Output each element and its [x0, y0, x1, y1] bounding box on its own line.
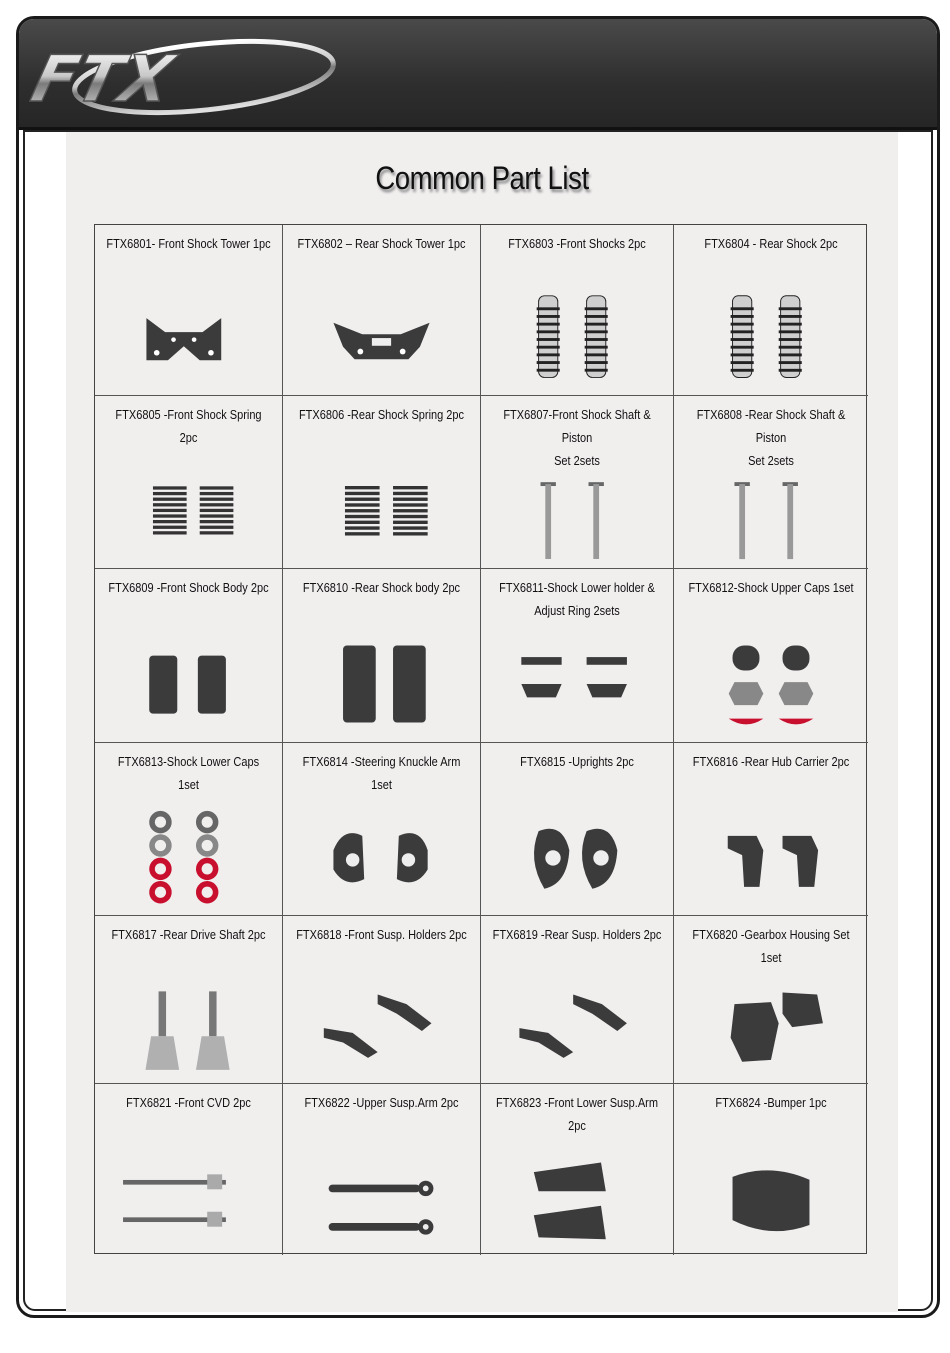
steering-knuckle-icon — [283, 783, 480, 908]
shock-lower-caps-icon — [95, 783, 282, 908]
rear-shock-body-icon — [283, 609, 480, 734]
rear-shocks-icon — [674, 265, 868, 390]
page-frame — [16, 16, 940, 1318]
svg-text:FTX: FTX — [29, 42, 180, 117]
front-cvd-icon — [95, 1124, 282, 1249]
part-cell — [95, 396, 283, 569]
part-cell — [95, 916, 283, 1084]
part-label: FTX6803 -Front Shocks 2pc — [508, 237, 646, 251]
rear-drive-shaft-icon — [95, 956, 282, 1081]
part-label: FTX6810 -Rear Shock body 2pc — [302, 581, 461, 595]
part-cell — [283, 396, 481, 569]
part-label: FTX6812-Shock Upper Caps 1set — [688, 581, 854, 595]
part-label: FTX6818 -Front Susp. Holders 2pc — [296, 928, 467, 942]
front-shocks-icon — [481, 265, 673, 390]
front-shock-shaft-icon — [481, 436, 673, 561]
part-cell — [674, 225, 868, 396]
part-label: FTX6813-Shock Lower Caps 1set — [117, 755, 260, 792]
part-cell — [481, 569, 674, 743]
parts-sheet — [66, 132, 898, 1312]
part-cell — [674, 743, 868, 916]
part-label: FTX6814 -Steering Knuckle Arm 1set — [302, 755, 461, 792]
part-label: FTX6808 -Rear Shock Shaft & Piston Set 2sets — [696, 408, 846, 468]
page-title: Common Part List — [375, 160, 589, 196]
parts-grid — [94, 224, 867, 1254]
uprights-icon — [481, 783, 673, 908]
shock-lower-holder-icon — [481, 609, 673, 734]
part-label: FTX6802 – Rear Shock Tower 1pc — [297, 237, 466, 251]
part-label: FTX6820 -Gearbox Housing Set 1set — [692, 928, 850, 965]
ftx-logo — [29, 27, 349, 127]
header-bar — [19, 19, 937, 130]
part-cell — [283, 743, 481, 916]
part-cell — [674, 916, 868, 1084]
front-susp-holders-icon — [283, 956, 480, 1081]
front-shock-body-icon — [95, 609, 282, 734]
part-label: FTX6805 -Front Shock Spring 2pc — [115, 408, 262, 445]
part-label: FTX6809 -Front Shock Body 2pc — [108, 581, 269, 595]
part-cell — [481, 225, 674, 396]
part-label: FTX6822 -Upper Susp.Arm 2pc — [304, 1096, 459, 1110]
rear-shock-spring-icon — [283, 436, 480, 561]
part-label: FTX6823 -Front Lower Susp.Arm 2pc — [495, 1096, 659, 1133]
rear-susp-holders-icon — [481, 956, 673, 1081]
part-cell — [481, 743, 674, 916]
front-shock-tower-icon — [95, 265, 282, 390]
part-label: FTX6804 - Rear Shock 2pc — [704, 237, 838, 251]
shock-upper-caps-icon — [674, 609, 868, 734]
part-cell — [95, 225, 283, 396]
part-cell — [283, 225, 481, 396]
part-label: FTX6816 -Rear Hub Carrier 2pc — [692, 755, 850, 769]
front-lower-susp-arm-icon — [481, 1124, 673, 1249]
bumper-icon — [674, 1124, 868, 1249]
part-label: FTX6819 -Rear Susp. Holders 2pc — [492, 928, 662, 942]
part-cell — [481, 1084, 674, 1255]
upper-susp-arm-icon — [283, 1124, 480, 1249]
part-label: FTX6807-Front Shock Shaft & Piston Set 2sets — [503, 408, 651, 468]
part-cell — [283, 569, 481, 743]
gearbox-housing-icon — [674, 956, 868, 1081]
front-shock-spring-icon — [95, 436, 282, 561]
rear-shock-shaft-icon — [674, 436, 868, 561]
part-label: FTX6817 -Rear Drive Shaft 2pc — [111, 928, 266, 942]
part-label: FTX6801- Front Shock Tower 1pc — [106, 237, 271, 251]
part-label: FTX6824 -Bumper 1pc — [715, 1096, 827, 1110]
part-cell — [283, 916, 481, 1084]
part-cell — [95, 743, 283, 916]
part-cell — [283, 1084, 481, 1255]
part-label: FTX6821 -Front CVD 2pc — [126, 1096, 251, 1110]
part-cell — [674, 1084, 868, 1255]
part-label: FTX6806 -Rear Shock Spring 2pc — [298, 408, 465, 422]
part-cell — [481, 916, 674, 1084]
rear-shock-tower-icon — [283, 265, 480, 390]
part-label: FTX6811-Shock Lower holder & Adjust Ring 2sets — [499, 581, 655, 618]
part-label: FTX6815 -Uprights 2pc — [520, 755, 634, 769]
part-cell — [95, 1084, 283, 1255]
part-cell — [674, 569, 868, 743]
part-cell — [674, 396, 868, 569]
part-cell — [481, 396, 674, 569]
rear-hub-carrier-icon — [674, 783, 868, 908]
part-cell — [95, 569, 283, 743]
